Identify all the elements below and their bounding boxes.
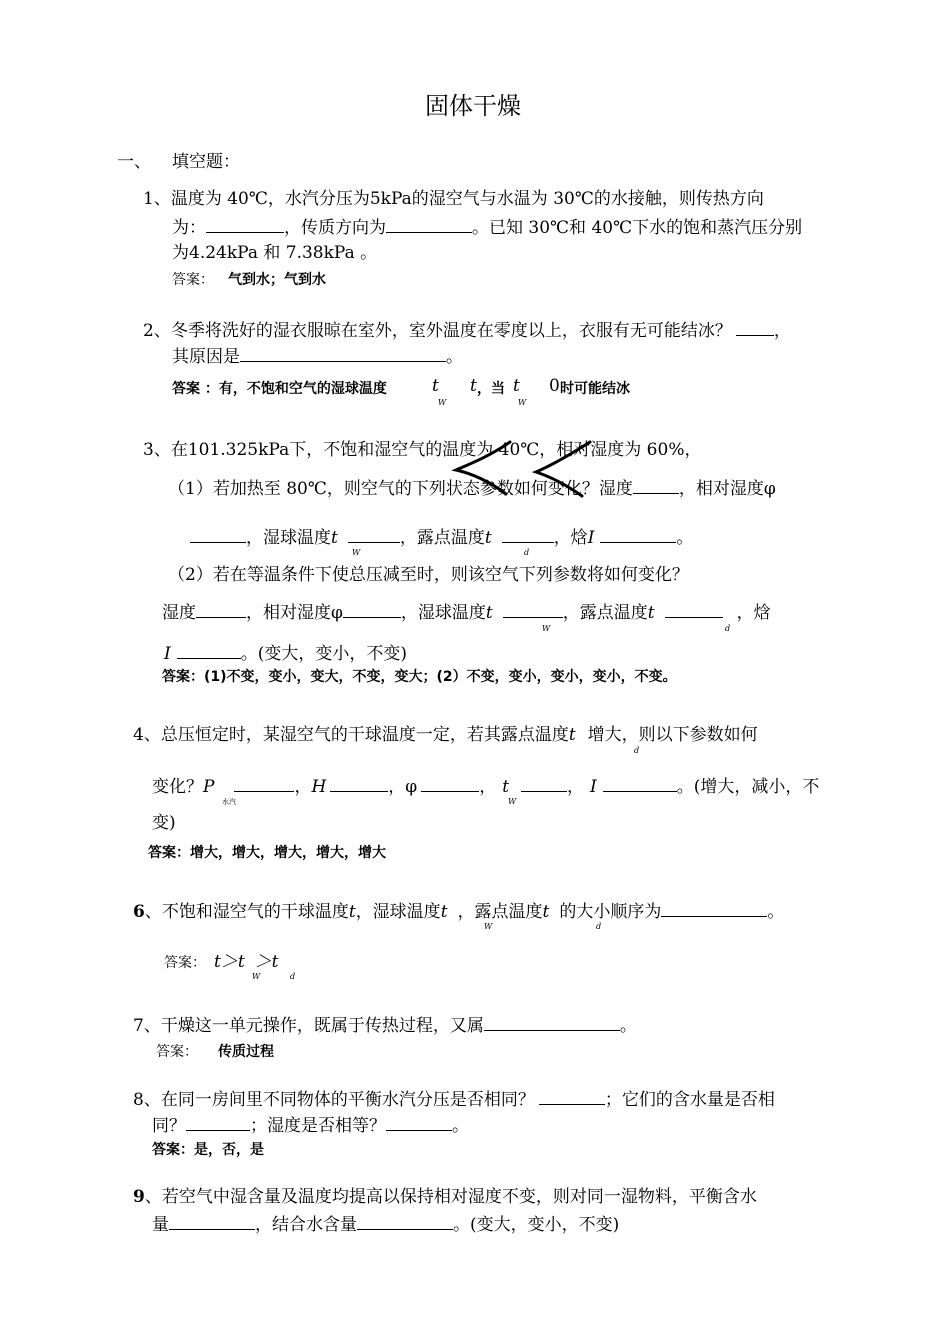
q2-blank-reason[interactable]	[240, 343, 446, 362]
q4-blank-pvapor[interactable]	[234, 773, 294, 792]
q1-blank-mass[interactable]	[386, 214, 472, 233]
q4-line2: 变化？P ，H ，φ ， t ， I 。(增大，减小，不	[152, 773, 819, 799]
q3-sub-w1: W	[352, 548, 361, 557]
q3-sub-d1: d	[524, 548, 530, 557]
q8-line2: 同？ ；湿度是否相等？ 。	[152, 1112, 469, 1138]
q1-answer: 答案： 气到水；气到水	[172, 272, 326, 288]
q6-line1: 6、不饱和湿空气的干球温度t，湿球温度t ，露点温度t 的大小顺序为 。	[133, 898, 784, 924]
q2-answer-zero: 0	[549, 376, 560, 396]
q2-blank-freeze[interactable]	[736, 317, 774, 336]
q3-answer: 答案：(1)不变，变小，变大，不变，变大；(2）不变，变小，变小，变小，不变。	[162, 669, 677, 685]
q4-line3: 变)	[152, 813, 176, 833]
q8-answer: 答案：是，否，是	[152, 1142, 264, 1158]
q6-answer-sub-w: W	[252, 972, 261, 981]
q1-blank-heat[interactable]	[206, 214, 284, 233]
q3-part1-line1: （1）若加热至 80℃，则空气的下列状态参数如何变化？湿度 ，相对湿度φ	[168, 475, 776, 501]
q2-answer-t3: t	[513, 376, 520, 396]
q2-answer-sub-w2: W	[518, 398, 527, 407]
q3-p2-blank-humidity[interactable]	[196, 599, 246, 618]
q2-answer-when: ，当	[477, 381, 505, 397]
q2-answer-t2: t	[470, 376, 477, 396]
q4-blank-enthalpy[interactable]	[603, 773, 677, 792]
q8-line1: 8、在同一房间里不同物体的平衡水汽分压是否相同？ ；它们的含水量是否相	[133, 1086, 775, 1112]
q9-blank-equilibrium[interactable]	[169, 1211, 255, 1230]
q1-line2: 为： ，传质方向为 。已知 30℃和 40℃下水的饱和蒸汽压分别	[172, 214, 802, 240]
q4-blank-tw[interactable]	[521, 773, 567, 792]
q3-p1-blank-rh[interactable]	[190, 524, 246, 543]
q3-p1-blank-td[interactable]	[502, 524, 554, 543]
q7-answer: 答案： 传质过程	[156, 1044, 274, 1060]
q6-sub-w: W	[484, 922, 493, 931]
q3-p1-blank-tw[interactable]	[348, 524, 400, 543]
q7-blank[interactable]	[484, 1012, 620, 1031]
page-title: 固体干燥	[425, 92, 521, 120]
q8-blank-pressure[interactable]	[539, 1086, 605, 1105]
q9-line2: 量 ，结合水含量 。(变大，变小，不变)	[152, 1211, 619, 1237]
q2-answer-sub-w: W	[438, 398, 447, 407]
q2-line2: 其原因是 。	[172, 343, 463, 369]
q9-line1: 9、若空气中湿含量及温度均提高以保持相对湿度不变，则对同一湿物料，平衡含水	[133, 1187, 757, 1207]
q3-part2-line1: （2）若在等温条件下使总压减至时，则该空气下列参数将如何变化？	[168, 565, 689, 585]
section-label: 填空题：	[172, 152, 240, 172]
q3-part1-line2: ，湿球温度t ，露点温度t ，焓I 。	[190, 524, 693, 550]
q4-sub-d: d	[634, 746, 640, 755]
section-number: 一、	[117, 152, 151, 172]
q3-p1-blank-enthalpy[interactable]	[600, 524, 676, 543]
q9-blank-bound-water[interactable]	[357, 1211, 453, 1230]
q3-p2-blank-tw[interactable]	[503, 599, 563, 618]
q1-line1: 1、温度为 40℃，水汽分压为5kPa的湿空气与水温为 30℃的水接触，则传热方向	[143, 189, 764, 209]
q3-line1: 3、在101.325kPa下，不饱和湿空气的温度为 40℃，相对湿度为 60%，	[143, 440, 702, 460]
q4-sub-w: W	[508, 797, 517, 806]
q3-part2-line3: I 。(变大，变小，不变)	[164, 640, 407, 666]
q6-sub-d: d	[596, 922, 602, 931]
q2-answer: 答案 ：有，不饱和空气的湿球温度	[172, 381, 387, 397]
q4-line1: 4、总压恒定时，某湿空气的干球温度一定，若其露点温度t 增大，则以下参数如何	[133, 725, 758, 745]
q6-answer: 答案： t＞t ＞t	[164, 952, 279, 972]
q2-line1: 2、冬季将洗好的湿衣服晾在室外，室外温度在零度以上，衣服有无可能结冰？ ，	[143, 317, 791, 343]
q4-blank-h[interactable]	[330, 773, 388, 792]
q8-blank-moisture[interactable]	[186, 1112, 250, 1131]
q3-p1-blank-humidity[interactable]	[633, 475, 679, 494]
q4-sub-vapor: 水汽	[222, 798, 236, 806]
q3-p2-blank-td[interactable]	[665, 599, 723, 618]
q3-p2-blank-enthalpy[interactable]	[177, 640, 241, 659]
q1-line3: 为4.24kPa 和 7.38kPa 。	[172, 243, 378, 263]
q2-answer-end: 时可能结冰	[560, 381, 630, 397]
q3-p2-blank-rh[interactable]	[343, 599, 401, 618]
q7-line1: 7、干燥这一单元操作，既属于传热过程，又属 。	[133, 1012, 637, 1038]
q8-blank-humidity[interactable]	[386, 1112, 452, 1131]
q3-sub-d2: d	[725, 624, 731, 633]
q3-part2-line2: 湿度 ，相对湿度φ ，湿球温度t ，露点温度t ，焓	[162, 599, 771, 625]
q4-answer: 答案：增大，增大，增大，增大，增大	[148, 845, 386, 861]
q6-blank-order[interactable]	[661, 898, 767, 917]
q3-sub-w2: W	[542, 624, 551, 633]
q4-blank-phi[interactable]	[421, 773, 479, 792]
q6-answer-sub-d: d	[290, 972, 296, 981]
q2-answer-t: t	[432, 376, 439, 396]
